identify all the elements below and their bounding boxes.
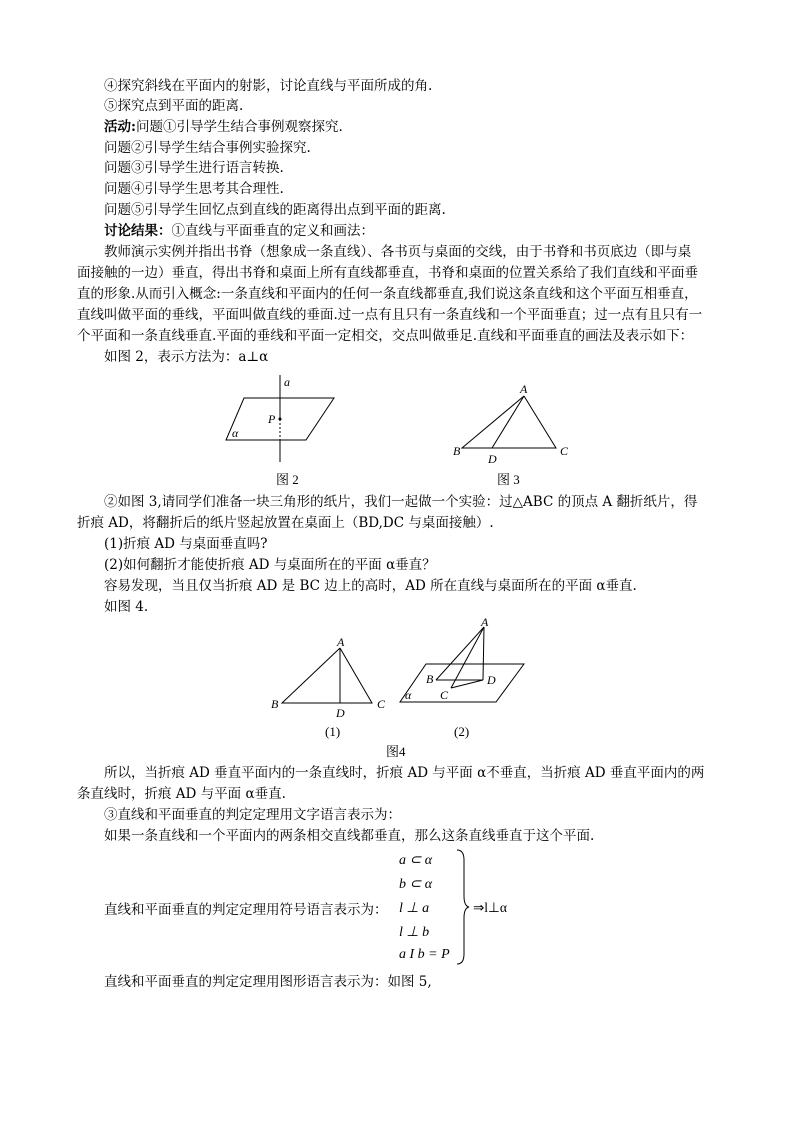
figure-2	[226, 375, 334, 487]
text-line: 问题⑤引导学生回忆点到直线的距离得出点到平面的距离.	[104, 202, 446, 218]
label-B: B	[453, 444, 461, 458]
text-line: 问题④引导学生思考其合理性.	[104, 181, 284, 197]
sub-caption-2: (2)	[454, 724, 470, 739]
plane-alpha	[400, 664, 524, 702]
label-C: C	[377, 697, 386, 711]
text-line: 如图 4.	[104, 599, 149, 615]
text-line: 问题③引导学生进行语言转换.	[104, 160, 284, 176]
condition-5: a I b = P	[399, 947, 450, 962]
text-line: 问题②引导学生结合事例实验探究.	[104, 140, 311, 156]
text-line: (2)如何翻折才能使折痕 AD 与桌面所在的平面 α垂直？	[104, 557, 436, 573]
condition-3: l ⊥ a	[399, 901, 430, 916]
text-line: ⑤探究点到平面的距离.	[104, 98, 244, 114]
text-line: 直的形象.从而引入概念:一条直线和平面内的任何一条直线都垂直,我们说这条直线和这个平面互相垂直，	[77, 286, 698, 302]
label-alpha: α	[405, 688, 412, 702]
text-line: 直线和平面垂直的判定定理用图形语言表示为：如图 5,	[104, 974, 432, 990]
segment-ad	[483, 627, 484, 680]
label-D: D	[487, 673, 496, 687]
condition-1: a ⊂ α	[399, 853, 433, 868]
segment-ad	[492, 396, 524, 448]
text-line: 如图 2，表示方法为：a⊥α	[104, 349, 269, 365]
text-line: ③直线和平面垂直的判定定理用文字语言表示为：	[104, 807, 401, 823]
figure-4-caption: 图4	[386, 744, 406, 759]
theorem-result: ⇒l⊥α	[473, 900, 507, 915]
text-span: 问题①引导学生结合事例观察探究.	[135, 119, 343, 135]
bold-label: 活动:	[104, 119, 136, 135]
sub-caption-1: (1)	[325, 724, 341, 739]
text-line: 个平面和一条直线垂直.平面的垂线和平面一定相交，交点叫做垂足.直线和平面垂直的画法及表示如下：	[77, 328, 694, 344]
label-a: a	[284, 375, 290, 389]
text-line: 如果一条直线和一个平面内的两条相交直线都垂直，那么这条直线垂直于这个平面.	[104, 828, 595, 844]
text-span: ①直线与平面垂直的定义和画法：	[171, 223, 374, 239]
right-brace	[455, 848, 471, 966]
segment-dc	[451, 680, 483, 688]
label-D: D	[336, 706, 345, 720]
figure-3-caption: 图 3	[497, 472, 520, 487]
text-line: (1)折痕 AD 与桌面垂直吗?	[104, 536, 268, 552]
label-C: C	[440, 688, 449, 702]
label-alpha: α	[232, 426, 239, 440]
figure-4	[0, 610, 794, 760]
label-A: A	[337, 635, 345, 649]
label-A: A	[520, 382, 528, 396]
condition-2: b ⊂ α	[399, 877, 433, 892]
text-line: ④探究斜线在平面内的射影，讨论直线与平面所成的角.	[104, 78, 433, 94]
text-line: ②如图 3,请同学们准备一块三角形的纸片，我们一起做一个实验：过△ABC 的顶点 A 翻折纸片，得	[104, 494, 698, 510]
label-B: B	[426, 672, 434, 686]
triangle-abc	[282, 648, 372, 703]
figure-2-3	[0, 0, 794, 500]
figure-2-caption: 图 2	[276, 472, 299, 487]
label-A: A	[481, 615, 489, 629]
text-line: 所以，当折痕 AD 垂直平面内的一条直线时，折痕 AD 与平面 α不垂直，当折痕 AD 垂直平面内的两	[104, 765, 705, 781]
figure-3	[453, 382, 569, 487]
label-C: C	[560, 444, 569, 458]
text-line: 直线和平面垂直的判定定理用符号语言表示为：	[104, 902, 388, 918]
bold-label: 讨论结果：	[104, 223, 172, 239]
triangle-abc	[462, 396, 556, 448]
text-line: 教师演示实例并指出书脊（想象成一条直线）、各书页与桌面的交线，由于书脊和书页底边（即与桌	[104, 244, 692, 260]
condition-4: l ⊥ b	[399, 925, 430, 940]
label-p: P	[268, 412, 276, 426]
text-line: 面接触的一边）垂直，得出书脊和桌面上所有直线都垂直，书脊和桌面的位置关系给了我们直线和平面垂	[77, 265, 698, 281]
text-line: 折痕 AD，将翻折后的纸片竖起放置在桌面上（BD,DC 与桌面接触）.	[77, 515, 494, 531]
figure-4-part-1	[271, 635, 386, 739]
figure-4-part-2	[400, 615, 524, 739]
text-line: 直线叫做平面的垂线，平面叫做直线的垂面.过一点有且只有一条直线和一个平面垂直；过一点有且只有一	[77, 307, 703, 323]
point-p	[279, 418, 282, 421]
text-line: 条直线时，折痕 AD 与平面 α垂直.	[77, 786, 286, 802]
text-line: 容易发现，当且仅当折痕 AD 是 BC 边上的高时，AD 所在直线与桌面所在的平面 α垂直.	[104, 578, 637, 594]
label-B: B	[271, 697, 279, 711]
label-D: D	[488, 452, 497, 466]
